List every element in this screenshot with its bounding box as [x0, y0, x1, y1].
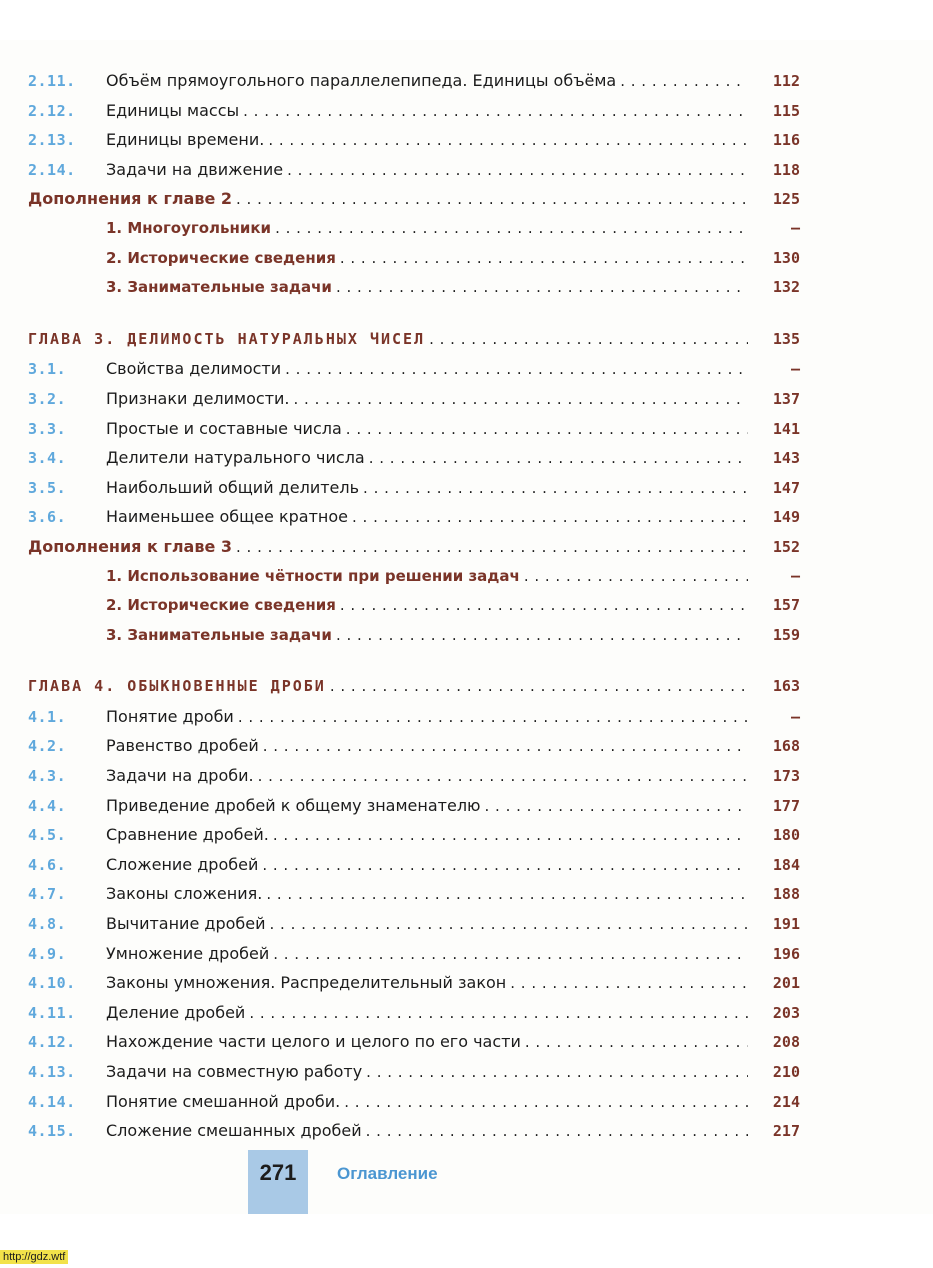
- toc-entry[interactable]: [28, 702, 800, 732]
- section-number: 4.12.: [28, 1033, 76, 1052]
- page-number: 147: [772, 478, 800, 497]
- section-number: 3.3.: [28, 419, 67, 438]
- leader-dots: [273, 821, 748, 851]
- leader-dots: [340, 591, 748, 621]
- section-number: 2.14.: [28, 160, 76, 179]
- page-number: 217: [772, 1122, 800, 1141]
- toc-entry[interactable]: [28, 1087, 800, 1117]
- section-title: Делители натурального числа: [106, 448, 365, 468]
- leader-dots: [340, 244, 748, 274]
- section-number: 3.5.: [28, 478, 67, 497]
- section-title: Понятие дроби: [106, 706, 234, 726]
- section-number: 2.13.: [28, 131, 76, 150]
- leader-dots: [330, 672, 748, 702]
- toc-supplement-entry[interactable]: [28, 621, 800, 651]
- toc-entry[interactable]: [28, 731, 800, 761]
- toc-supplement-entry[interactable]: [28, 562, 800, 592]
- leader-dots: [525, 1028, 748, 1058]
- section-title: Приведение дробей к общему знаменателю: [106, 795, 481, 815]
- supplement-title: Дополнения к главе 3: [28, 536, 233, 556]
- leader-dots: [236, 533, 748, 563]
- leader-dots: [236, 185, 748, 215]
- toc-entry[interactable]: [28, 354, 800, 384]
- leader-dots: [352, 503, 748, 533]
- footer-section-label: Оглавление: [337, 1164, 438, 1183]
- section-number: 4.15.: [28, 1122, 76, 1141]
- supplement-item-title: 3. Занимательные задачи: [106, 278, 332, 297]
- section-title: Задачи на совместную работу: [106, 1062, 363, 1081]
- section-title: Понятие смешанной дроби.: [106, 1091, 341, 1111]
- toc-chapter-heading[interactable]: [28, 672, 800, 702]
- page-number: —: [790, 360, 800, 379]
- page-number: 180: [772, 826, 800, 845]
- toc-entry[interactable]: [28, 443, 800, 473]
- page-number: —: [790, 566, 800, 585]
- spacer: [28, 303, 800, 325]
- watermark-link[interactable]: http://gdz.wtf: [0, 1250, 68, 1264]
- section-number: 3.1.: [28, 360, 67, 379]
- section-title: Законы сложения.: [106, 884, 263, 904]
- leader-dots: [346, 415, 748, 445]
- leader-dots: [263, 732, 748, 762]
- page-number: 137: [772, 389, 800, 408]
- page-number: 159: [772, 625, 800, 644]
- section-title: Объём прямоугольного параллелепипеда. Единицы объёма: [106, 71, 617, 90]
- section-number: 2.12.: [28, 101, 76, 120]
- toc-entry[interactable]: [28, 502, 800, 532]
- chapter-title: ГЛАВА 3. ДЕЛИМОСТЬ НАТУРАЛЬНЫХ ЧИСЕЛ: [28, 329, 426, 348]
- page-number: 188: [772, 885, 800, 904]
- section-title: Единицы времени.: [106, 130, 265, 150]
- page-number: 173: [772, 767, 800, 786]
- section-title: Сложение смешанных дробей: [106, 1121, 362, 1141]
- supplement-item-title: 3. Занимательные задачи: [106, 625, 332, 644]
- page-number: 135: [772, 329, 800, 348]
- section-title: Сложение дробей: [106, 854, 259, 874]
- leader-dots: [429, 325, 748, 355]
- book-page: [0, 40, 933, 1214]
- section-number: 3.2.: [28, 389, 67, 408]
- toc-entry[interactable]: [28, 125, 800, 155]
- spacer: [28, 650, 800, 672]
- leader-dots: [485, 792, 748, 822]
- leader-dots: [510, 969, 748, 999]
- section-title: Умножение дробей: [106, 943, 270, 963]
- toc-entry[interactable]: [28, 939, 800, 969]
- leader-dots: [366, 1117, 748, 1147]
- chapter-title: ГЛАВА 4. ОБЫКНОВЕННЫЕ ДРОБИ: [28, 677, 326, 696]
- page-number: 191: [772, 915, 800, 934]
- page-number: 125: [772, 190, 800, 209]
- section-title: Свойства делимости: [106, 359, 282, 379]
- page-number: 116: [772, 131, 800, 150]
- section-title: Наибольший общий делитель: [106, 477, 360, 497]
- section-number: 4.6.: [28, 855, 67, 874]
- page-number: 149: [772, 508, 800, 527]
- toc-supplement-entry[interactable]: [28, 591, 800, 621]
- toc-entry[interactable]: [28, 1027, 800, 1057]
- section-title: Деление дробей: [106, 1002, 246, 1022]
- page-number: 112: [772, 72, 800, 90]
- toc-entry[interactable]: [28, 998, 800, 1028]
- leader-dots: [262, 851, 748, 881]
- leader-dots: [249, 999, 748, 1029]
- page-number: 184: [772, 855, 800, 874]
- page-number: 118: [772, 160, 800, 179]
- toc-entry[interactable]: [28, 820, 800, 850]
- section-title: Равенство дробей: [106, 736, 259, 756]
- leader-dots: [620, 67, 748, 97]
- page-number: 163: [772, 677, 800, 696]
- page-number: 177: [772, 796, 800, 815]
- page-number: 132: [772, 278, 800, 297]
- section-title: Единицы массы: [106, 100, 240, 120]
- section-number: 4.10.: [28, 974, 76, 993]
- toc-entry[interactable]: [28, 96, 800, 126]
- toc-entry[interactable]: [28, 155, 800, 185]
- toc-entry[interactable]: [28, 968, 800, 998]
- section-title: Задачи на движение: [106, 159, 284, 179]
- leader-dots: [268, 126, 748, 156]
- leader-dots: [363, 474, 748, 504]
- page-number: 157: [772, 596, 800, 615]
- section-number: 3.6.: [28, 508, 67, 527]
- toc-entry[interactable]: [28, 850, 800, 880]
- toc-entry[interactable]: [28, 761, 800, 791]
- leader-dots: [238, 703, 748, 733]
- toc-entry[interactable]: [28, 1116, 800, 1146]
- page-number: 168: [772, 737, 800, 756]
- section-number: 4.1.: [28, 707, 67, 726]
- page-number: 141: [772, 419, 800, 438]
- toc-entry[interactable]: [28, 414, 800, 444]
- page-number: —: [790, 218, 800, 237]
- leader-dots: [266, 880, 748, 910]
- section-number: 4.9.: [28, 944, 67, 963]
- toc-chapter-heading[interactable]: [28, 325, 800, 355]
- section-number: 4.8.: [28, 915, 67, 934]
- supplement-title: Дополнения к главе 2: [28, 189, 233, 209]
- table-of-contents: [28, 66, 800, 1146]
- leader-dots: [294, 385, 749, 415]
- leader-dots: [285, 355, 748, 385]
- toc-supplement-entry[interactable]: [28, 273, 800, 303]
- toc-supplement-heading[interactable]: [28, 184, 800, 214]
- section-number: 4.13.: [28, 1063, 76, 1081]
- section-number: 3.4.: [28, 449, 67, 468]
- section-number: 4.7.: [28, 885, 67, 904]
- leader-dots: [243, 97, 748, 127]
- section-title: Простые и составные числа: [106, 418, 342, 438]
- toc-entry[interactable]: [28, 879, 800, 909]
- leader-dots: [369, 444, 748, 474]
- footer-page-number: 271: [259, 1160, 297, 1185]
- leader-dots: [344, 1088, 748, 1118]
- toc-entry[interactable]: [28, 791, 800, 821]
- page-number: 152: [772, 537, 800, 556]
- section-number: 4.14.: [28, 1092, 76, 1111]
- page-number: 203: [772, 1003, 800, 1022]
- leader-dots: [275, 214, 748, 244]
- section-title: Сравнение дробей.: [106, 825, 269, 845]
- leader-dots: [336, 621, 748, 651]
- section-number: 4.4.: [28, 796, 67, 815]
- section-title: Признаки делимости.: [106, 388, 290, 408]
- page-number: 210: [772, 1063, 800, 1081]
- section-number: 4.2.: [28, 737, 67, 756]
- leader-dots: [524, 562, 748, 592]
- supplement-item-title: 1. Многоугольники: [106, 218, 272, 237]
- leader-dots: [270, 910, 749, 940]
- top-margin: [0, 0, 933, 40]
- toc-entry[interactable]: [28, 473, 800, 503]
- section-title: Законы умножения. Распределительный закон: [106, 973, 507, 993]
- toc-entry[interactable]: [28, 384, 800, 414]
- page-number: 130: [772, 248, 800, 267]
- section-number: 4.3.: [28, 767, 67, 786]
- section-number: 4.5.: [28, 826, 67, 845]
- leader-dots: [273, 940, 748, 970]
- page-number: —: [790, 707, 800, 726]
- page-number: 115: [772, 101, 800, 120]
- page-number: 214: [772, 1092, 800, 1111]
- page-number: 208: [772, 1033, 800, 1052]
- toc-supplement-entry[interactable]: [28, 214, 800, 244]
- toc-supplement-entry[interactable]: [28, 244, 800, 274]
- toc-supplement-heading[interactable]: [28, 532, 800, 562]
- toc-entry[interactable]: [28, 66, 800, 96]
- toc-entry[interactable]: [28, 1057, 800, 1087]
- supplement-item-title: 2. Исторические сведения: [106, 596, 336, 615]
- section-title: Наименьшее общее кратное: [106, 507, 348, 527]
- section-number: 2.11.: [28, 72, 76, 90]
- section-number: 4.11.: [28, 1003, 76, 1022]
- section-title: Задачи на дроби.: [106, 766, 254, 786]
- page-number: 196: [772, 944, 800, 963]
- leader-dots: [287, 156, 748, 186]
- supplement-item-title: 1. Использование чётности при решении задач: [106, 566, 520, 585]
- page-number-tab: [248, 1150, 308, 1214]
- section-title: Вычитание дробей: [106, 914, 266, 934]
- leader-dots: [366, 1058, 748, 1088]
- leader-dots: [258, 762, 748, 792]
- supplement-item-title: 2. Исторические сведения: [106, 248, 336, 267]
- page-number: 143: [772, 449, 800, 468]
- toc-entry[interactable]: [28, 909, 800, 939]
- section-title: Нахождение части целого и целого по его части: [106, 1032, 521, 1052]
- leader-dots: [336, 273, 748, 303]
- page-number: 201: [772, 974, 800, 993]
